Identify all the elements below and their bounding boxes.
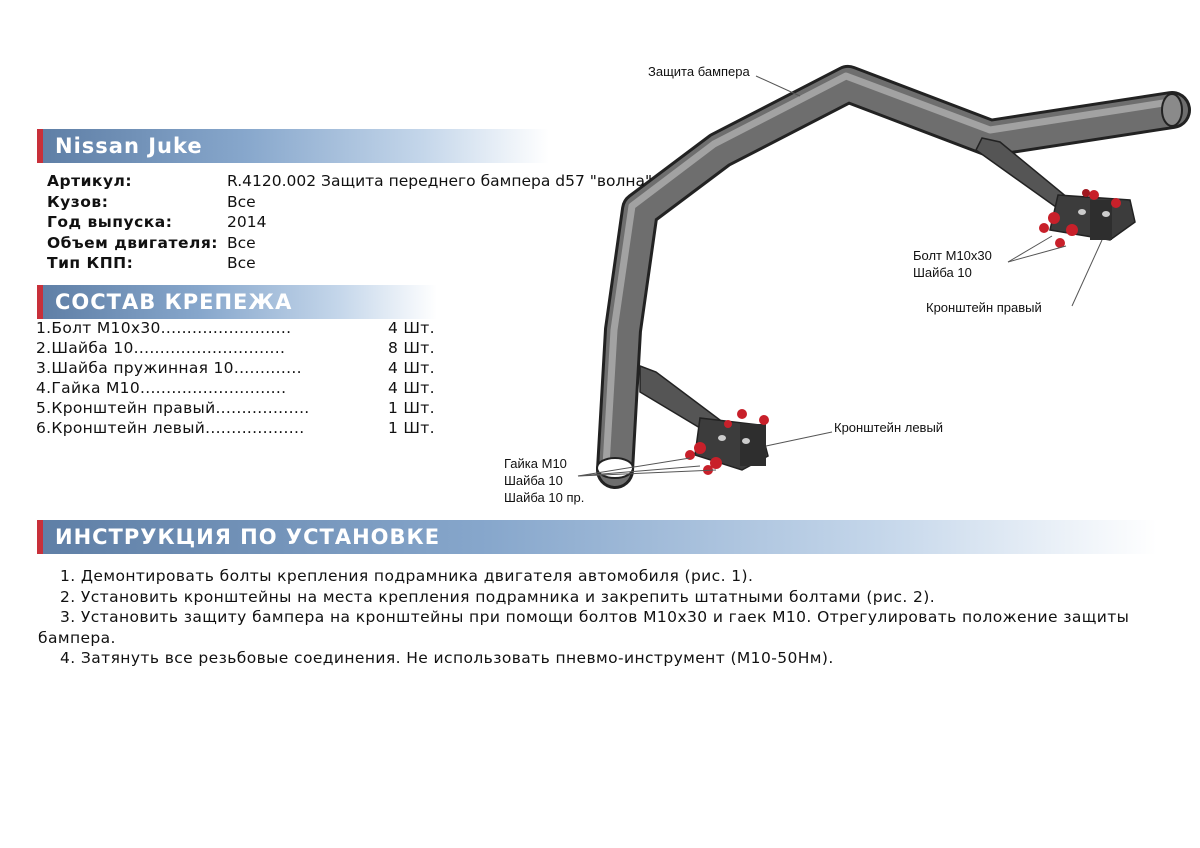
- info-row: [47, 192, 256, 214]
- label-bolt-right: Болт М10х30: [913, 248, 992, 263]
- step-text: 2. Установить кронштейны на места крепления подрамника и закрепить штатными болтами (рис. 2).: [60, 587, 936, 606]
- fastener-name: 4.Гайка М10............................: [36, 379, 287, 397]
- info-row: [47, 172, 653, 193]
- list-item: [36, 419, 435, 439]
- step-text: 1. Демонтировать болты крепления подрамника двигателя автомобиля (рис. 1).: [60, 567, 754, 585]
- fastener-name: 5.Кронштейн правый..................: [36, 399, 310, 417]
- info-key: Год выпуска:: [47, 213, 173, 231]
- install-header: [37, 520, 1157, 554]
- info-value: Все: [227, 254, 256, 272]
- fasteners-title: СОСТАВ КРЕПЕЖА: [55, 290, 293, 314]
- bracket-left-shape: [640, 366, 768, 470]
- product-info: [47, 172, 653, 275]
- info-key: Артикул:: [47, 172, 133, 190]
- install-title: ИНСТРУКЦИЯ ПО УСТАНОВКЕ: [55, 525, 441, 549]
- label-washer-left: Шайба 10: [504, 473, 563, 488]
- fastener-qty: 4 Шт.: [388, 379, 435, 397]
- fastener-name: 6.Кронштейн левый...................: [36, 419, 305, 437]
- install-steps: [38, 566, 1158, 669]
- model-title: Nissan Juke: [55, 134, 203, 158]
- fastener-name: 3.Шайба пружинная 10.............: [36, 359, 302, 377]
- fastener-qty: 1 Шт.: [388, 419, 435, 437]
- fastener-name: 2.Шайба 10.............................: [36, 339, 286, 357]
- info-row: [47, 233, 256, 255]
- list-item: [36, 359, 435, 379]
- list-item: [36, 379, 435, 399]
- label-washer-right: Шайба 10: [913, 265, 972, 280]
- info-value: Все: [227, 233, 256, 252]
- step-text: 3. Установить защиту бампера на кронштейны при помощи болтов М10х30 и гаек М10. Отрегулировать положение защиты бампера.: [38, 608, 1130, 647]
- list-item: [36, 339, 435, 359]
- label-spring-washer-left: Шайба 10 пр.: [504, 490, 585, 505]
- info-value: R.4120.002 Защита переднего бампера d57 "волна": [227, 172, 653, 190]
- fastener-qty: 8 Шт.: [388, 339, 435, 357]
- info-row: [47, 254, 256, 275]
- list-item: [36, 399, 435, 419]
- info-row: [47, 213, 267, 234]
- model-header: [37, 129, 549, 163]
- info-key: Кузов:: [47, 192, 109, 211]
- label-nut-left: Гайка М10: [504, 456, 567, 471]
- list-item: [36, 319, 435, 339]
- label-bracket-left: Кронштейн левый: [834, 420, 944, 435]
- fastener-qty: 4 Шт.: [388, 359, 435, 377]
- label-bumper: Защита бампера: [648, 64, 750, 79]
- fastener-qty: 4 Шт.: [388, 319, 435, 337]
- fastener-qty: 1 Шт.: [388, 399, 435, 417]
- label-bracket-right: Кронштейн правый: [926, 300, 1042, 315]
- fasteners-header: [37, 285, 437, 319]
- info-value: Все: [227, 192, 256, 211]
- step-text: 4. Затянуть все резьбовые соединения. Не использовать пневмо-инструмент (М10-50Нм).: [60, 649, 834, 667]
- info-key: Тип КПП:: [47, 254, 134, 272]
- info-value: 2014: [227, 213, 267, 231]
- info-key: Объем двигателя:: [47, 233, 218, 252]
- fastener-name: 1.Болт М10х30.........................: [36, 319, 292, 337]
- fasteners-list: [36, 319, 435, 439]
- bracket-right-shape: [976, 138, 1135, 240]
